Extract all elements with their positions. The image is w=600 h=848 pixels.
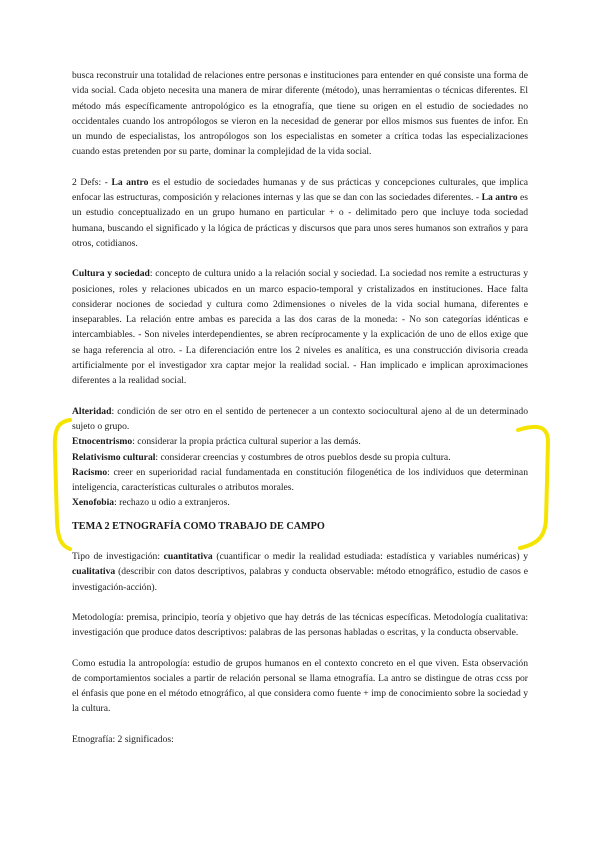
text-span: (cuantificar o medir la realidad estudiada: estadística y variables numéricas) y [212,551,528,563]
paragraph-como-estudia: Como estudia la antropología: estudio de grupos humanos en el contexto concreto en el que viven. Esta observación de comportamientos sociales a partir de relación personal se llama etnografía. La antro se distingue de otras ccss por el énfasis que pone en el método etnográfico, al que considera como fuente + imp de conocimiento sobre la sociedad y la cultura. [72,657,528,715]
document-page [72,68,528,747]
text-span: (describir con datos descriptivos, palabras y conducta observable: método etnográfico, estudio de casos e investigación-acción). [72,566,528,593]
definitions-list [72,404,528,511]
bold-term: La antro [111,176,149,188]
paragraph-tipo-investigacion [72,549,528,595]
bold-term: cuantitativa [163,551,213,563]
definition-relativismo [72,450,528,465]
definition-racismo [72,465,528,496]
paragraph-definitions [72,175,528,251]
definition-text: : rechazo u odio a extranjeros. [114,497,230,509]
text-span: es el estudio de sociedades humanas y de sus prácticas y concepciones culturales, que implica enfocar las estructuras, composición y relaciones internas y las que se dan con las sociedades diferentes. - [72,176,529,204]
definition-text: : considerar la propia práctica cultural superior a las demás. [132,436,361,448]
bold-term: cualitativa [72,566,116,578]
left-bracket-stroke [55,420,70,549]
paragraph-etnografia: Etnografía: 2 significados: [72,733,174,745]
paragraph-metodologia: Metodología: premisa, principio, teoría y objetivo que hay detrás de las técnicas específicas. Metodología cualitativa: investigación que produce datos descriptivos: palabras de las personas habladas o escritas, y la conducta observable. [72,611,528,639]
bold-term: Cultura y sociedad [72,268,150,280]
definition-text: : considerar creencias y costumbres de otros pueblos desde su propia cultura. [155,451,451,463]
definition-xenofobia [72,495,528,510]
section-heading: TEMA 2 ETNOGRAFÍA COMO TRABAJO DE CAMPO [72,520,325,532]
definition-alteridad [72,404,528,435]
definition-term: Racismo [72,466,108,478]
paragraph-cultura-sociedad [72,266,528,388]
definition-term: Etnocentrismo [72,436,133,448]
text-span: : concepto de cultura unido a la relación social y sociedad. La sociedad nos remite a estructuras y posiciones, roles y relaciones ubicados en un marco espacio-temporal y cristalizados en instituciones. Hace falta considerar nociones de sociedad y cultura como 2dimensiones o niveles de la vida social humana, diferentes e inseparables. La relación entre ambas es parecida a las dos caras de la moneda: - No son categorías idénticas e intercambiables. - Son niveles interdependientes, se abren recíprocamente y la explicación de uno de ellos exige que se haga referencia al otro. - La diferenciación entre los 2 niveles es analítica, es una construcción divisoria creada artificialmente por el investigador xra captar mejor la realidad social. - Han implicado e implican aproximaciones diferentes a la realidad social. [72,268,528,387]
text-span: Tipo de investigación: [72,551,164,563]
definition-etnocentrismo [72,434,528,449]
definition-text: : condición de ser otro en el sentido de pertenecer a un contexto sociocultural ajeno al de un determinado sujeto o grupo. [72,405,528,432]
definition-text: : creer en superioridad racial fundamentada en constitución filogenética de los individuos que determinan inteligencia, características culturales o atributos morales. [72,466,528,494]
text-span: es un estudio conceptualizado en un grupo humano en particular + o - delimitado pero que incluye toda sociedad humana, buscando el significado y la lógica de prácticas y discursos que para unos seres humanos son extraños y para otros, cotidianos. [72,192,528,249]
definition-term: Xenofobia [72,497,115,509]
text-span: 2 Defs: - [72,176,112,188]
paragraph-intro: busca reconstruir una totalidad de relaciones entre personas e instituciones para entender en qué consiste una forma de vida social. Cada objeto necesita una manera de mirar diferente (método), unas herramientas o técnicas diferentes. El método más específicamente antropológico es la etnografía, que tiene su origen en el estudio de sociedades no occidentales cuando los antropólogos se vieron en la necesidad de generar por ellos mismos sus fuentes de infor. En un mundo de especialistas, los antropólogos son los especialistas en someter a crítica todas las especializaciones cuando estas pretenden por su parte, dominar la complejidad de la vida social. [72,70,528,158]
definition-term: Alteridad [72,405,112,417]
bold-term: La antro [481,192,518,204]
definition-term: Relativismo cultural [72,451,156,463]
